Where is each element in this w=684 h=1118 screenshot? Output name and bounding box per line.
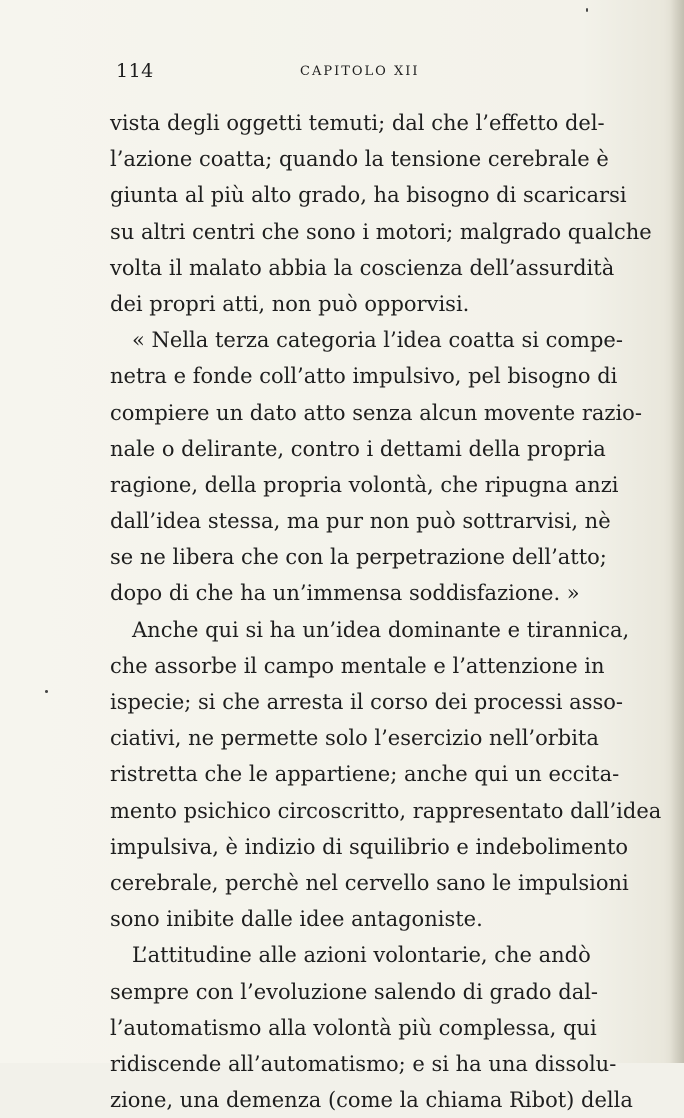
text-line: vista degli oggetti temuti; dal che l’effetto del- (110, 111, 605, 135)
text-line: ridiscende all’automatismo; e si ha una dissolu- (110, 1051, 617, 1076)
text-line: « Nella terza categoria l’idea coatta si compe- (132, 328, 623, 353)
text-line: volta il malato abbia la coscienza dell’assurdità (110, 255, 615, 280)
ink-speck (586, 8, 588, 12)
body-text (110, 105, 662, 1118)
text-line: dei propri atti, non può opporvisi. (110, 291, 470, 316)
text-line: mento psichico circoscritto, rappresentato dall’idea (110, 798, 662, 823)
text-line: ciativi, ne permette solo l’esercizio nell’orbita (110, 726, 599, 751)
text-line: impulsiva, è indizio di squilibrio e indebolimento (110, 834, 629, 859)
page-number: 114 (116, 60, 154, 82)
text-line: dopo di che ha un’immensa soddisfazione. » (110, 581, 580, 606)
text-line: l’automatismo alla volontà più complessa, qui (110, 1015, 597, 1040)
text-line: giunta al più alto grado, ha bisogno di scaricarsi (110, 183, 627, 208)
text-line: dall’idea stessa, ma pur non può sottrarvisi, nè (110, 509, 611, 534)
running-header (116, 60, 594, 84)
text-line: su altri centri che sono i motori; malgrado qualche (110, 219, 652, 244)
text-line: sempre con l’evoluzione salendo di grado dal- (110, 979, 599, 1004)
text-line: nale o delirante, contro i dettami della propria (110, 436, 606, 461)
page-edge-shadow (670, 0, 684, 1063)
text-line: L’attitudine alle azioni volontarie, che andò (132, 943, 591, 968)
ink-speck (45, 690, 48, 693)
text-line: compiere un dato atto senza alcun movente razio- (110, 400, 642, 425)
text-line: ragione, della propria volontà, che ripugna anzi (110, 472, 619, 497)
text-line: sono inibite dalle idee antagoniste. (110, 907, 483, 932)
text-line: Anche qui si ha un’idea dominante e tirannica, (132, 617, 630, 642)
text-line: netra e fonde coll’atto impulsivo, pel bisogno di (110, 364, 618, 389)
text-line: zione, una demenza (come la chiama Ribot) della (110, 1088, 633, 1113)
text-line: cerebrale, perchè nel cervello sano le impulsioni (110, 870, 629, 895)
text-line: che assorbe il campo mentale e l’attenzione in (110, 653, 605, 678)
text-line: se ne libera che con la perpetrazione dell’atto; (110, 545, 607, 570)
text-line: ispecie; si che arresta il corso dei processi asso- (110, 690, 623, 714)
text-line: l’azione coatta; quando la tensione cerebrale è (110, 147, 609, 172)
chapter-title: CAPITOLO XII (300, 64, 420, 79)
text-line: ristretta che le appartiene; anche qui un eccita- (110, 762, 620, 787)
